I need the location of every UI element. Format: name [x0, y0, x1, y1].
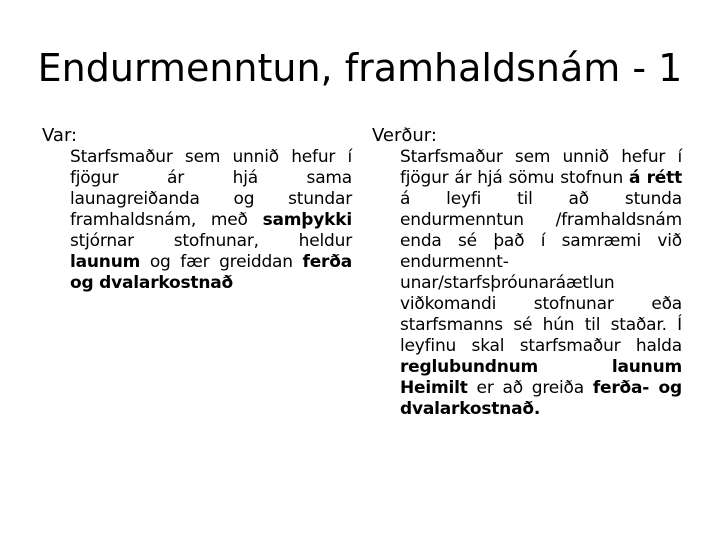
- left-body-segment: Starfsmaður sem unnið hefur í fjögur ár hjá sama launagreiðanda og stundar framhaldsnám, með: [70, 147, 352, 230]
- right-body-segment: á leyfi til að stunda endurmenntun /framhaldsnám enda sé það í samræmi við endurmennt-unar/starfsþróunaráætlun viðkomandi stofnunar eða starfsmanns sé hún til staðar. Í leyfinu skal starfsmaður halda: [400, 189, 682, 356]
- right-body-segment-bold: á rétt: [628, 168, 682, 188]
- right-column-body: [400, 147, 682, 420]
- right-body-segment: Starfsmaður sem unnið hefur í fjögur ár hjá sömu stofnun: [400, 147, 682, 188]
- left-body-segment: stjórnar stofnunar, heldur: [70, 231, 352, 251]
- right-column: [372, 125, 682, 420]
- right-body-segment-bold: reglubundnum launum: [400, 357, 682, 377]
- right-body-segment-bold: Heimilt: [400, 378, 468, 398]
- left-body-segment: og fær greiddan: [140, 252, 303, 272]
- left-column: [42, 125, 352, 294]
- left-body-segment-bold: launum: [70, 252, 141, 272]
- right-column-heading: Verður:: [372, 125, 437, 146]
- left-column-heading: Var:: [42, 125, 78, 146]
- left-column-body: [70, 147, 352, 294]
- left-body-segment-bold: samþykki: [262, 210, 352, 230]
- slide-title: Endurmenntun, framhaldsnám - 1: [37, 46, 683, 90]
- right-body-segment: er að greiða: [467, 378, 593, 398]
- right-body-segment-bold: ferða- og dvalarkostnað.: [400, 378, 682, 419]
- left-body-segment-bold: ferða og dvalarkostnað: [70, 252, 352, 293]
